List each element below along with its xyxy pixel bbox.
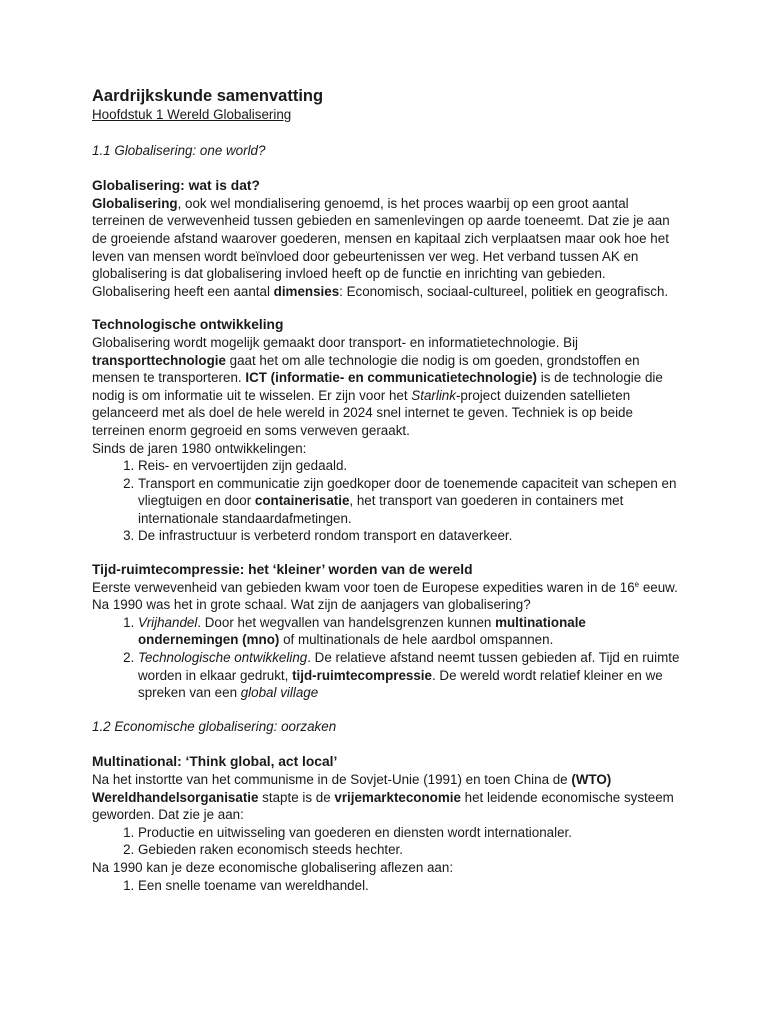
list-item: 1. Reis- en vervoertijden zijn gedaald.: [138, 457, 680, 475]
term-technologische-ontwikkeling: Technologische ontwikkeling: [138, 650, 308, 666]
term-dimensies: dimensies: [273, 283, 340, 299]
list-item: [138, 475, 680, 528]
document-body: [92, 86, 680, 894]
text-span: , het transport van goederen in containers met internationale standaardafmetingen.: [138, 493, 624, 526]
term-containerisatie: containerisatie: [254, 493, 350, 509]
term-transporttechnologie: transporttechnologie: [92, 352, 226, 368]
text-span: eeuw. Na 1990 was het in grote schaal. Wat zijn de aanjagers van globalisering?: [92, 579, 678, 613]
text-span: is de technologie die nodig is om informatie uit te wisselen. Er zijn voor het: [92, 370, 663, 403]
text-span: of multinationals de hele aardbol omspannen.: [279, 632, 554, 648]
list-item: 1. Een snelle toename van wereldhandel.: [138, 877, 680, 895]
text-span: Globalisering wordt mogelijk gemaakt door transport- en informatietechnologie. Bij: [92, 334, 579, 350]
heading-multinational: Multinational: ‘Think global, act local’: [92, 754, 338, 770]
text-span: Eerste verwevenheid van gebieden kwam voor toen de Europese expedities waren in de 16: [92, 579, 635, 595]
superscript: e: [634, 579, 640, 589]
text-span: Transport en communicatie zijn goedkoper door de toenemende capaciteit van schepen en vliegtuigen en door: [138, 475, 677, 509]
paragraph-technologie: [92, 334, 680, 440]
list-item: 1. Productie en uitwisseling van goederen en diensten wordt internationaler.: [138, 824, 680, 842]
text-span: , ook wel mondialisering genoemd, is het proces waarbij op een groot aantal terreinen de verwevenheid tussen gebieden en samenlevingen op aarde toeneemt. Dat zie je aan de groeiende afstand waarover goederen, mensen en kapitaal zich verplaatsen maar ook hoe het leven van mensen wordt beïnvloed door gebeurtenissen ver weg. Het verband tussen AK en globalisering is dat globalisering invloed heeft op de functie en inrichting van gebieden. Globalisering heeft een aantal: [92, 195, 670, 299]
term-globalisering: Globalisering: [92, 195, 178, 211]
heading-wat-is-dat: Globalisering: wat is dat?: [92, 178, 260, 194]
list-item: 2. Gebieden raken economisch steeds hechter.: [138, 841, 680, 859]
heading-tijd-ruimtecompressie: Tijd-ruimtecompressie: het ‘kleiner’ worden van de wereld: [92, 562, 473, 578]
term-vrijemarkteconomie: vrijemarkteconomie: [334, 789, 461, 805]
chapter-subtitle: Hoofdstuk 1 Wereld Globalisering: [92, 107, 292, 122]
section-1-2-heading: 1.2 Economische globalisering: oorzaken: [92, 718, 337, 734]
term-global-village: global village: [240, 685, 319, 701]
paragraph-communisme: [92, 771, 680, 824]
list-item: [138, 649, 680, 702]
document-title: Aardrijkskunde samenvatting: [92, 87, 324, 105]
text-span: : Economisch, sociaal-cultureel, politiek en geografisch.: [339, 283, 669, 299]
list-aflezen-aan: [92, 877, 680, 895]
text-span: . Door het wegvallen van handelsgrenzen kunnen: [197, 614, 496, 630]
list-ontwikkelingen: [92, 457, 680, 545]
text-span: gaat het om alle technologie die nodig is om goeden, grondstoffen en mensen te transporteren.: [92, 352, 640, 386]
term-vrijhandel: Vrijhandel: [138, 614, 198, 630]
text-span: . De wereld wordt relatief kleiner en we spreken van een: [138, 667, 663, 701]
paragraph-sinds-1980: Sinds de jaren 1980 ontwikkelingen:: [92, 440, 307, 456]
text-span: . De relatieve afstand neemt tussen gebieden af. Tijd en ruimte worden in elkaar gedrukt,: [138, 650, 680, 683]
section-1-1-heading: 1.1 Globalisering: one world?: [92, 142, 266, 158]
term-tijd-ruimtecompressie: tijd-ruimtecompressie: [292, 667, 432, 683]
term-mno: multinationale ondernemingen (mno): [138, 614, 586, 648]
heading-technologische-ontwikkeling: Technologische ontwikkeling: [92, 317, 284, 333]
text-span: stapte is de: [258, 789, 335, 805]
list-aanjagers: [92, 614, 680, 702]
term-ict: ICT (informatie- en communicatietechnologie): [245, 370, 537, 386]
list-item: [138, 614, 680, 649]
list-dat-zie-je-aan: [92, 824, 680, 859]
text-span: het leidende economische systeem geworden. Dat zie je aan:: [92, 789, 674, 823]
list-item: 3. De infrastructuur is verbeterd rondom transport en dataverkeer.: [138, 527, 680, 545]
paragraph-globalisering: [92, 195, 680, 301]
paragraph-na-1990: Na 1990 kan je deze economische globalisering aflezen aan:: [92, 859, 454, 875]
term-wto: (WTO) Wereldhandelsorganisatie: [92, 772, 612, 805]
text-span: -project duizenden satellieten gelanceerd met als doel de hele wereld in 2024 snel internet te geven. Techniek is op beide terreinen enorm gegroeid en soms verweven geraakt.: [92, 387, 633, 438]
term-starlink: Starlink: [411, 387, 456, 403]
paragraph-expedities: [92, 579, 680, 614]
text-span: Na het instortte van het communisme in de Sovjet-Unie (1991) en toen China de: [92, 772, 572, 787]
